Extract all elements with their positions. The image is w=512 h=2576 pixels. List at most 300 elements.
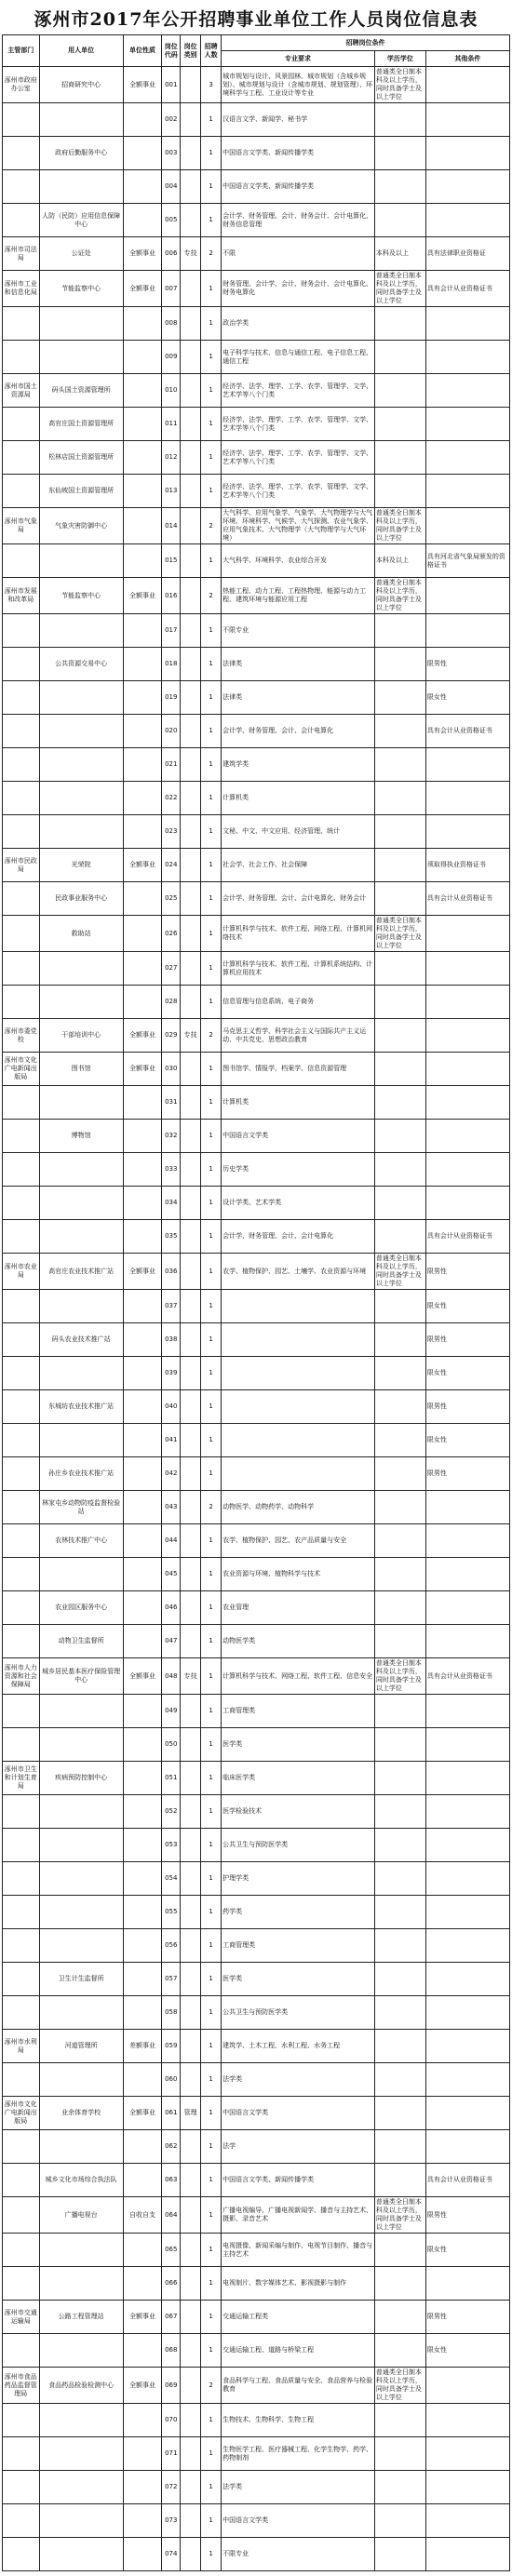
- table-row: [3, 1695, 510, 1728]
- cell-major: 医学类: [222, 1728, 375, 1762]
- cell-unit: [39, 103, 123, 137]
- cell-other: 具有河北省气象局颁发的资格证书: [425, 544, 509, 578]
- cell-count: 2: [201, 578, 222, 614]
- cell-count: 1: [201, 1558, 222, 1591]
- cell-count: 1: [201, 849, 222, 882]
- cell-nature: [123, 1491, 162, 1524]
- cell-edu: [374, 2063, 425, 2097]
- cell-other: [425, 1963, 509, 1996]
- cell-dept: 涿州市民政局: [3, 849, 40, 882]
- table-row: [3, 2471, 510, 2504]
- cell-count: 2: [201, 237, 222, 271]
- cell-major: 医学类: [222, 1963, 375, 1996]
- table-row: [3, 237, 510, 271]
- table-row: [3, 882, 510, 916]
- cell-major: 计算机科学与技术、网络工程、软件工程、信息安全: [222, 1658, 375, 1695]
- cell-unit: [39, 1424, 123, 1457]
- cell-dept: [3, 614, 40, 648]
- cell-dept: [3, 2164, 40, 2197]
- cell-major: 公共卫生与预防医学类: [222, 1829, 375, 1862]
- cell-other: 限女性: [425, 1424, 509, 1457]
- cell-other: 具有会计从业资格证书: [425, 715, 509, 748]
- cell-count: 1: [201, 1457, 222, 1491]
- cell-category: [181, 1524, 201, 1558]
- cell-unit: [39, 815, 123, 849]
- cell-count: 1: [201, 1963, 222, 1996]
- cell-edu: [374, 1762, 425, 1795]
- cell-dept: [3, 1829, 40, 1862]
- cell-unit: [39, 2267, 123, 2301]
- cell-dept: 涿州市司法局: [3, 237, 40, 271]
- cell-edu: [374, 441, 425, 475]
- table-row: [3, 1187, 510, 1220]
- cell-dept: [3, 1695, 40, 1728]
- table-row: [3, 986, 510, 1019]
- cell-nature: [123, 2538, 162, 2571]
- cell-nature: 全额事业: [123, 2097, 162, 2130]
- cell-edu: [374, 1357, 425, 1390]
- cell-dept: [3, 2334, 40, 2368]
- cell-category: [181, 1625, 201, 1658]
- cell-count: 1: [201, 2301, 222, 2334]
- cell-major: 护理学类: [222, 1862, 375, 1896]
- cell-category: [181, 1795, 201, 1829]
- cell-category: [181, 1963, 201, 1996]
- cell-unit: 公证处: [39, 237, 123, 271]
- table-row: [3, 1220, 510, 1254]
- cell-edu: [374, 2164, 425, 2197]
- cell-nature: [123, 1829, 162, 1862]
- table-row: [3, 1996, 510, 2030]
- table-row: [3, 614, 510, 648]
- cell-edu: [374, 408, 425, 441]
- cell-unit: 公共资源交易中心: [39, 648, 123, 681]
- cell-other: 具有会计从业资格证书: [425, 1220, 509, 1254]
- cell-other: [425, 1896, 509, 1929]
- cell-other: 限女性: [425, 1357, 509, 1390]
- table-row: [3, 2437, 510, 2471]
- cell-dept: [3, 475, 40, 508]
- cell-dept: [3, 1323, 40, 1357]
- cell-code: 073: [162, 2504, 181, 2538]
- cell-count: 1: [201, 1658, 222, 1695]
- cell-major: 药学类: [222, 1896, 375, 1929]
- cell-nature: 全额事业: [123, 67, 162, 103]
- cell-dept: [3, 1153, 40, 1187]
- cell-count: 1: [201, 1254, 222, 1290]
- cell-category: [181, 1728, 201, 1762]
- cell-code: 006: [162, 237, 181, 271]
- cell-edu: 普通类全日制本科及以上学历，同时具备学士及以上学位: [374, 578, 425, 614]
- cell-category: [181, 748, 201, 782]
- cell-count: 1: [201, 1323, 222, 1357]
- cell-category: [181, 849, 201, 882]
- cell-count: 2: [201, 508, 222, 544]
- cell-count: 1: [201, 408, 222, 441]
- cell-count: 2: [201, 2368, 222, 2404]
- cell-nature: [123, 1424, 162, 1457]
- cell-count: 1: [201, 1728, 222, 1762]
- cell-nature: [123, 782, 162, 815]
- cell-unit: [39, 748, 123, 782]
- cell-major: 会计学、财务管理、会计、会计电算化: [222, 715, 375, 748]
- cell-dept: [3, 815, 40, 849]
- cell-edu: [374, 1896, 425, 1929]
- cell-major: 法学: [222, 2130, 375, 2164]
- cell-count: 1: [201, 986, 222, 1019]
- cell-category: [181, 1323, 201, 1357]
- cell-major: 农学、植物保护、园艺、土壤学、农业资源与环境: [222, 1254, 375, 1290]
- cell-count: 1: [201, 307, 222, 341]
- cell-count: 1: [201, 475, 222, 508]
- cell-count: 1: [201, 882, 222, 916]
- cell-category: [181, 882, 201, 916]
- cell-nature: [123, 1357, 162, 1390]
- cell-count: 1: [201, 1357, 222, 1390]
- cell-code: 057: [162, 1963, 181, 1996]
- cell-category: [181, 681, 201, 715]
- cell-unit: 光荣院: [39, 849, 123, 882]
- cell-other: [425, 2404, 509, 2437]
- cell-unit: 林家屯乡动物防疫监督检验站: [39, 1491, 123, 1524]
- cell-dept: [3, 2063, 40, 2097]
- table-row: [3, 1896, 510, 1929]
- cell-dept: [3, 307, 40, 341]
- cell-major: 计算机类: [222, 782, 375, 815]
- table-row: [3, 1086, 510, 1120]
- cell-category: [181, 2234, 201, 2267]
- cell-category: [181, 986, 201, 1019]
- cell-dept: [3, 1086, 40, 1120]
- cell-nature: [123, 1862, 162, 1896]
- cell-nature: [123, 1558, 162, 1591]
- cell-major: 临床医学类: [222, 1762, 375, 1795]
- cell-major: 交通运输工程类: [222, 2301, 375, 2334]
- cell-major: 经济学、法学、理学、工学、农学、管理学、文学、艺术学等八个门类: [222, 374, 375, 408]
- cell-category: [181, 2538, 201, 2571]
- cell-code: 002: [162, 103, 181, 137]
- table-row: [3, 2334, 510, 2368]
- cell-major: 会计学、财务管理、会计、财务会计、会计电算化、财务信息管理: [222, 204, 375, 237]
- cell-major: 法律类: [222, 681, 375, 715]
- cell-major: 历史学类: [222, 1153, 375, 1187]
- cell-unit: 城乡文化市场综合执法队: [39, 2164, 123, 2197]
- cell-unit: [39, 614, 123, 648]
- cell-code: 051: [162, 1762, 181, 1795]
- cell-unit: [39, 341, 123, 374]
- cell-code: 029: [162, 1019, 181, 1053]
- cell-edu: [374, 475, 425, 508]
- cell-code: 039: [162, 1357, 181, 1390]
- cell-dept: 涿州市国土资源局: [3, 374, 40, 408]
- cell-count: 1: [201, 2030, 222, 2063]
- cell-unit: [39, 1829, 123, 1862]
- cell-code: 052: [162, 1795, 181, 1829]
- cell-count: 1: [201, 681, 222, 715]
- cell-nature: [123, 307, 162, 341]
- cell-other: [425, 103, 509, 137]
- cell-code: 048: [162, 1658, 181, 1695]
- table-row: [3, 1019, 510, 1053]
- job-table: [2, 34, 510, 2571]
- cell-major: [222, 1357, 375, 1390]
- cell-unit: 农林技术推广中心: [39, 1524, 123, 1558]
- cell-code: 043: [162, 1491, 181, 1524]
- cell-other: [425, 374, 509, 408]
- cell-category: [181, 1896, 201, 1929]
- cell-other: [425, 1728, 509, 1762]
- cell-code: 054: [162, 1862, 181, 1896]
- table-row: [3, 2538, 510, 2571]
- cell-count: 1: [201, 1053, 222, 1086]
- cell-edu: [374, 170, 425, 204]
- cell-other: [425, 1491, 509, 1524]
- cell-edu: 普通类全日制本科及以上学历，同时具备学士及以上学位: [374, 2197, 425, 2234]
- cell-major: 动物医学类: [222, 1625, 375, 1658]
- cell-code: 032: [162, 1120, 181, 1153]
- cell-dept: [3, 204, 40, 237]
- cell-unit: [39, 2471, 123, 2504]
- cell-category: [181, 408, 201, 441]
- cell-unit: [39, 2538, 123, 2571]
- table-row: [3, 782, 510, 815]
- cell-category: [181, 1424, 201, 1457]
- cell-category: [181, 715, 201, 748]
- cell-code: 009: [162, 341, 181, 374]
- cell-category: [181, 1695, 201, 1728]
- cell-nature: 全额事业: [123, 237, 162, 271]
- cell-code: 061: [162, 2097, 181, 2130]
- cell-dept: [3, 1187, 40, 1220]
- cell-nature: [123, 408, 162, 441]
- cell-unit: [39, 2404, 123, 2437]
- cell-edu: [374, 1120, 425, 1153]
- cell-unit: [39, 2334, 123, 2368]
- cell-dept: [3, 137, 40, 170]
- header-code: 岗位代码: [162, 35, 181, 67]
- cell-category: [181, 614, 201, 648]
- cell-code: 050: [162, 1728, 181, 1762]
- header-row-1: [3, 35, 510, 51]
- cell-unit: [39, 1862, 123, 1896]
- cell-count: 1: [201, 271, 222, 307]
- cell-edu: [374, 748, 425, 782]
- cell-edu: [374, 1591, 425, 1625]
- cell-edu: [374, 849, 425, 882]
- table-row: [3, 2301, 510, 2334]
- cell-nature: [123, 1625, 162, 1658]
- cell-code: 021: [162, 748, 181, 782]
- cell-category: [181, 2267, 201, 2301]
- cell-nature: [123, 1120, 162, 1153]
- cell-major: 食品科学与工程、食品质量与安全、食品营养与检验教育: [222, 2368, 375, 2404]
- table-row: [3, 1153, 510, 1187]
- cell-dept: [3, 1896, 40, 1929]
- cell-edu: [374, 2471, 425, 2504]
- cell-edu: [374, 103, 425, 137]
- cell-edu: [374, 614, 425, 648]
- cell-other: [425, 2437, 509, 2471]
- cell-other: 限女性: [425, 2334, 509, 2368]
- table-row: [3, 2267, 510, 2301]
- cell-count: 1: [201, 2097, 222, 2130]
- cell-other: 限男性: [425, 648, 509, 681]
- cell-code: 038: [162, 1323, 181, 1357]
- cell-category: [181, 1357, 201, 1390]
- table-row: [3, 1254, 510, 1290]
- cell-edu: [374, 952, 425, 986]
- cell-count: 1: [201, 2063, 222, 2097]
- table-row: [3, 441, 510, 475]
- cell-code: 046: [162, 1591, 181, 1625]
- cell-other: 限女性: [425, 1290, 509, 1323]
- cell-major: [222, 1390, 375, 1424]
- cell-unit: [39, 1357, 123, 1390]
- cell-edu: [374, 1290, 425, 1323]
- cell-other: [425, 2368, 509, 2404]
- cell-code: 010: [162, 374, 181, 408]
- cell-nature: 全额事业: [123, 1053, 162, 1086]
- cell-major: 马克思主义哲学、科学社会主义与国际共产主义运动、中共党史、思想政治教育: [222, 1019, 375, 1053]
- cell-other: [425, 1153, 509, 1187]
- cell-count: 1: [201, 614, 222, 648]
- cell-count: 1: [201, 916, 222, 952]
- cell-dept: [3, 1390, 40, 1424]
- cell-code: 025: [162, 882, 181, 916]
- cell-category: [181, 271, 201, 307]
- header-major: 专业要求: [222, 51, 375, 67]
- cell-dept: [3, 952, 40, 986]
- cell-unit: 码头国土资源管理所: [39, 374, 123, 408]
- cell-major: 不限专业: [222, 2538, 375, 2571]
- cell-code: 030: [162, 1053, 181, 1086]
- cell-major: 广播电视编导、广播电视新闻学、播音与主持艺术、摄影、录音艺术: [222, 2197, 375, 2234]
- cell-count: 1: [201, 1153, 222, 1187]
- cell-unit: [39, 1558, 123, 1591]
- cell-unit: 农业园区服务中心: [39, 1591, 123, 1625]
- cell-dept: [3, 1357, 40, 1390]
- table-row: [3, 2164, 510, 2197]
- cell-unit: [39, 1728, 123, 1762]
- cell-code: 065: [162, 2234, 181, 2267]
- table-row: [3, 815, 510, 849]
- cell-count: 2: [201, 1019, 222, 1053]
- cell-edu: [374, 1728, 425, 1762]
- cell-edu: [374, 1390, 425, 1424]
- cell-other: 具有会计从业资格证书: [425, 882, 509, 916]
- cell-dept: [3, 882, 40, 916]
- cell-other: [425, 1762, 509, 1795]
- cell-major: [222, 1323, 375, 1357]
- cell-count: 1: [201, 544, 222, 578]
- cell-code: 047: [162, 1625, 181, 1658]
- cell-nature: [123, 2234, 162, 2267]
- table-row: [3, 1728, 510, 1762]
- cell-category: [181, 916, 201, 952]
- cell-major: 生物技术、生物科学、生物工程: [222, 2404, 375, 2437]
- cell-code: 001: [162, 67, 181, 103]
- cell-category: [181, 1120, 201, 1153]
- cell-unit: 节能监察中心: [39, 271, 123, 307]
- cell-nature: [123, 681, 162, 715]
- table-row: [3, 1591, 510, 1625]
- cell-unit: 高官庄国土资源管理所: [39, 408, 123, 441]
- cell-category: [181, 341, 201, 374]
- cell-count: 1: [201, 170, 222, 204]
- cell-nature: [123, 2334, 162, 2368]
- header-unit: 用人单位: [39, 35, 123, 67]
- cell-category: [181, 2301, 201, 2334]
- cell-major: 中国语言文学类、新闻传播学类: [222, 137, 375, 170]
- cell-other: 限男性: [425, 1254, 509, 1290]
- cell-nature: [123, 2404, 162, 2437]
- cell-code: 018: [162, 648, 181, 681]
- cell-code: 023: [162, 815, 181, 849]
- cell-code: 067: [162, 2301, 181, 2334]
- cell-code: 059: [162, 2030, 181, 2063]
- cell-other: [425, 1019, 509, 1053]
- cell-category: [181, 1491, 201, 1524]
- cell-nature: 自收自支: [123, 2197, 162, 2234]
- cell-category: 专技: [181, 237, 201, 271]
- cell-nature: 全额事业: [123, 271, 162, 307]
- cell-code: 053: [162, 1829, 181, 1862]
- cell-dept: [3, 408, 40, 441]
- cell-nature: [123, 1220, 162, 1254]
- cell-unit: [39, 1695, 123, 1728]
- table-row: [3, 2368, 510, 2404]
- cell-major: 热能工程、动力工程、工程热物理、能源与动力工程、建筑环境与能源应用工程: [222, 578, 375, 614]
- cell-edu: [374, 1187, 425, 1220]
- cell-edu: [374, 2030, 425, 2063]
- cell-category: [181, 170, 201, 204]
- cell-edu: 本科及以上: [374, 237, 425, 271]
- cell-category: 管理: [181, 2097, 201, 2130]
- cell-nature: [123, 1929, 162, 1963]
- cell-code: 031: [162, 1086, 181, 1120]
- cell-other: [425, 1829, 509, 1862]
- cell-unit: [39, 1795, 123, 1829]
- cell-code: 034: [162, 1187, 181, 1220]
- cell-major: 公共卫生与预防医学类: [222, 1996, 375, 2030]
- cell-major: 工商管理类: [222, 1695, 375, 1728]
- cell-dept: [3, 986, 40, 1019]
- cell-category: [181, 1829, 201, 1862]
- cell-category: [181, 2368, 201, 2404]
- cell-count: 1: [201, 2334, 222, 2368]
- cell-count: 1: [201, 1187, 222, 1220]
- cell-other: [425, 1120, 509, 1153]
- cell-edu: [374, 2267, 425, 2301]
- cell-unit: 食品药品检验检测中心: [39, 2368, 123, 2404]
- cell-unit: 博物馆: [39, 1120, 123, 1153]
- cell-unit: 人防（民防）应用信息保障中心: [39, 204, 123, 237]
- cell-category: [181, 103, 201, 137]
- cell-unit: 政府后勤服务中心: [39, 137, 123, 170]
- cell-category: [181, 1220, 201, 1254]
- cell-major: 建筑学类: [222, 748, 375, 782]
- cell-category: [181, 1862, 201, 1896]
- cell-count: 1: [201, 1524, 222, 1558]
- cell-edu: [374, 1862, 425, 1896]
- cell-dept: [3, 1120, 40, 1153]
- cell-category: [181, 2334, 201, 2368]
- cell-edu: 普通类全日制本科及以上学历，同时具备学士及以上学位: [374, 67, 425, 103]
- cell-edu: [374, 2404, 425, 2437]
- cell-other: 限女性: [425, 681, 509, 715]
- cell-major: 不限: [222, 237, 375, 271]
- cell-unit: [39, 307, 123, 341]
